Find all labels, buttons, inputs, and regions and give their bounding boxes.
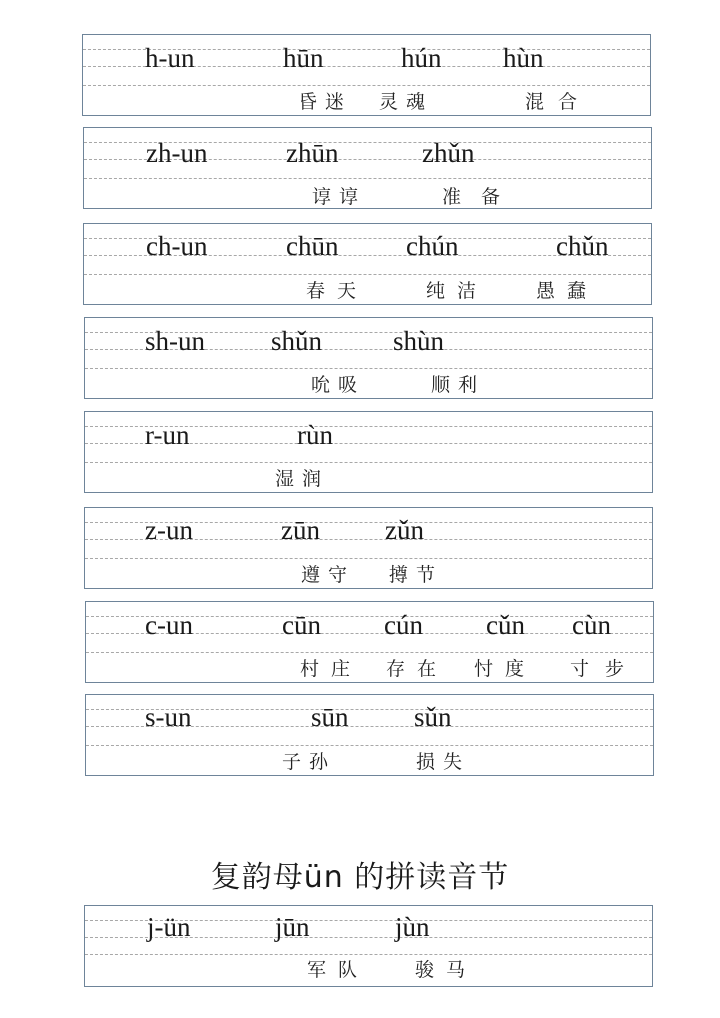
guide-line bbox=[85, 954, 652, 955]
word: 军队 bbox=[307, 959, 370, 981]
syllable: zhūn bbox=[286, 138, 339, 168]
word: 子孙 bbox=[282, 751, 337, 773]
word: 存在 bbox=[386, 658, 449, 680]
word: 纯洁 bbox=[426, 280, 489, 302]
syllable: hún bbox=[401, 43, 442, 73]
initial-combo: r-un bbox=[145, 420, 190, 450]
initial-combo: h-un bbox=[145, 43, 195, 73]
section-title: 复韵母ün 的拼读音节 bbox=[210, 860, 510, 895]
guide-line bbox=[85, 462, 652, 463]
word: 昏迷 bbox=[298, 91, 353, 113]
word: 混合 bbox=[525, 91, 592, 113]
word: 湿润 bbox=[275, 468, 330, 490]
word: 寸步 bbox=[570, 658, 641, 680]
initial-combo: s-un bbox=[145, 702, 192, 732]
syllable: shǔn bbox=[271, 326, 323, 356]
pinyin-card-z-un bbox=[84, 507, 653, 589]
pinyin-card-c-un bbox=[85, 601, 654, 683]
initial-combo: zh-un bbox=[146, 138, 208, 168]
syllable: sǔn bbox=[414, 702, 452, 732]
word: 春天 bbox=[306, 280, 369, 302]
initial-combo: ch-un bbox=[146, 231, 208, 261]
syllable: shùn bbox=[393, 326, 445, 356]
syllable: chǔn bbox=[556, 231, 609, 261]
initial-combo: c-un bbox=[145, 610, 193, 640]
syllable: sūn bbox=[311, 702, 349, 732]
guide-line bbox=[85, 368, 652, 369]
syllable: chūn bbox=[286, 231, 339, 261]
guide-line bbox=[84, 178, 651, 179]
syllable: jūn bbox=[275, 912, 310, 942]
guide-line bbox=[84, 274, 651, 275]
pinyin-card-ch-un bbox=[83, 223, 652, 305]
syllable: chún bbox=[406, 231, 459, 261]
word: 损失 bbox=[416, 751, 471, 773]
initial-combo: z-un bbox=[145, 515, 193, 545]
word: 忖度 bbox=[474, 658, 537, 680]
syllable: hùn bbox=[503, 43, 544, 73]
word: 吮吸 bbox=[311, 374, 366, 396]
word: 准备 bbox=[442, 186, 521, 208]
word: 骏马 bbox=[415, 959, 478, 981]
syllable: hūn bbox=[283, 43, 324, 73]
word: 愚蠢 bbox=[536, 280, 599, 302]
pinyin-card-h-un bbox=[82, 34, 651, 116]
word: 遵守 bbox=[301, 564, 356, 586]
syllable: rùn bbox=[297, 420, 333, 450]
pinyin-card-j-un bbox=[84, 905, 653, 987]
syllable: zǔn bbox=[385, 515, 424, 545]
word: 撙节 bbox=[389, 564, 444, 586]
syllable: cūn bbox=[282, 610, 321, 640]
word: 谆谆 bbox=[312, 186, 367, 208]
initial-combo: j-ün bbox=[147, 912, 191, 942]
pinyin-card-zh-un bbox=[83, 127, 652, 209]
syllable: zūn bbox=[281, 515, 320, 545]
initial-combo: sh-un bbox=[145, 326, 205, 356]
syllable: zhǔn bbox=[422, 138, 475, 168]
pinyin-card-s-un bbox=[85, 694, 654, 776]
guide-line bbox=[83, 85, 650, 86]
syllable: cùn bbox=[572, 610, 611, 640]
guide-line bbox=[86, 745, 653, 746]
syllable: jùn bbox=[395, 912, 430, 942]
guide-line bbox=[85, 558, 652, 559]
syllable: cún bbox=[384, 610, 423, 640]
guide-line bbox=[86, 652, 653, 653]
pinyin-card-sh-un bbox=[84, 317, 653, 399]
word: 村庄 bbox=[300, 658, 363, 680]
syllable: cǔn bbox=[486, 610, 525, 640]
word: 顺利 bbox=[431, 374, 486, 396]
word: 灵魂 bbox=[379, 91, 434, 113]
pinyin-card-r-un bbox=[84, 411, 653, 493]
